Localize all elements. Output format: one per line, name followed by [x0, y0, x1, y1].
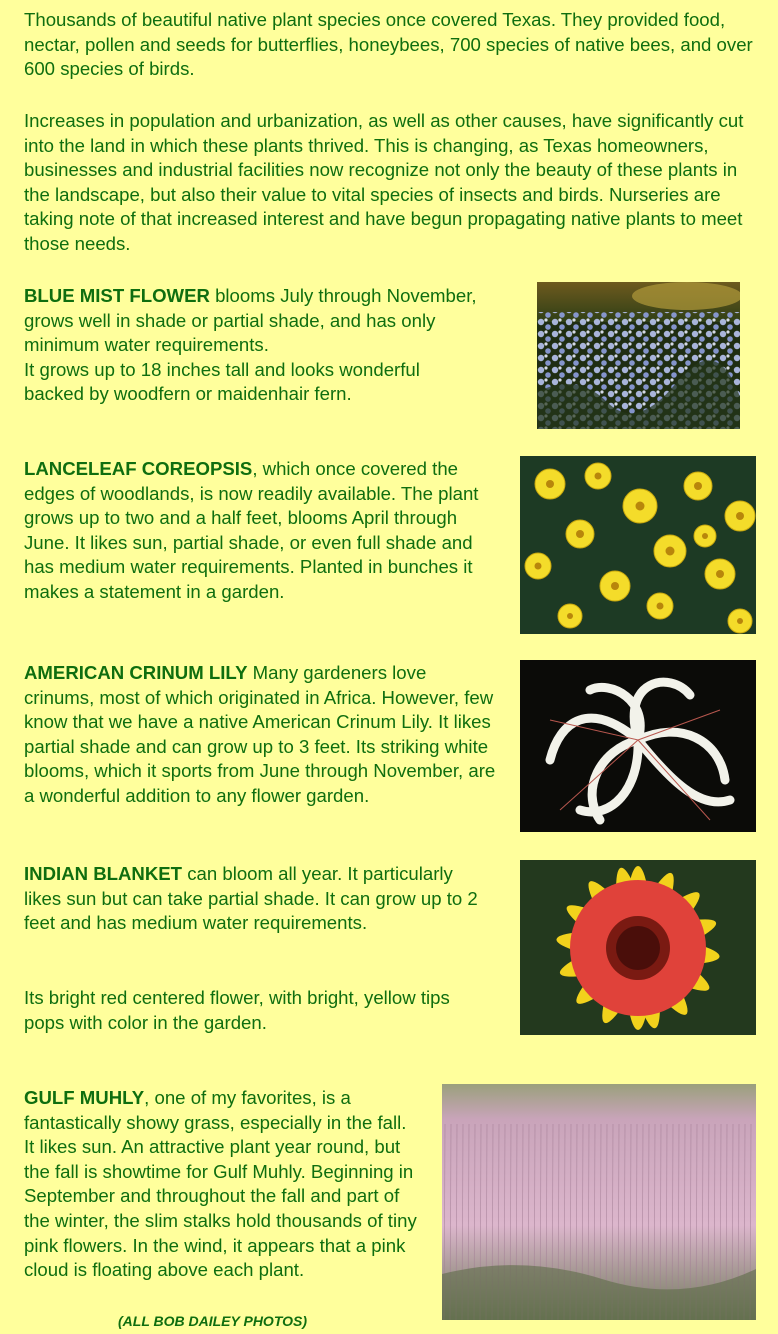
american-crinum-lily-photo — [520, 660, 756, 832]
plant-description-gulf-muhly — [24, 1086, 419, 1283]
plant-text: blooms July through November, grows well in shade or partial shade, and has only minimum water requirements. — [24, 285, 477, 356]
plant-text: Many gardeners love crinums, most of which originated in Africa. However, few know that we have a native American Crinum Lily. It likes partial shade and can grow up to 3 feet. Its striking white blooms, which it sports from June through November, are a wonderful addition to any flower garden. — [24, 662, 496, 806]
plant-description-lanceleaf-coreopsis — [24, 457, 494, 605]
plant-name: GULF MUHLY — [24, 1087, 145, 1108]
plant-text: , one of my favorites, is a fantastically showy grass, especially in the fall. It likes sun. An attractive plant year round, but the fall is showtime for Gulf Muhly. Beginning in September and throughout the fall and part of the winter, the slim stalks hold thousands of tiny pink flowers. In the wind, it appears that a pink cloud is floating above each plant. — [24, 1087, 417, 1281]
plant-name: INDIAN BLANKET — [24, 863, 183, 884]
plant-name: BLUE MIST FLOWER — [24, 285, 210, 306]
lanceleaf-coreopsis-photo — [520, 456, 756, 634]
intro-paragraph-2: Increases in population and urbanization, as well as other causes, have significantly cut into the land in which these plants thrived. This is changing, as Texas homeowners, businesses and industrial facilities now recognize not only the beauty of these plants in the landscape, but also their value to vital species of insects and birds. Nurseries are taking note of that increased interest and have begun propagating native plants to meet those needs. — [24, 110, 744, 254]
plant-description-blue-mist-flower — [24, 284, 484, 407]
intro-paragraph-1: Thousands of beautiful native plant species once covered Texas. They provided food, nectar, pollen and seeds for butterflies, honeybees, 700 species of native bees, and over 600 species of birds. — [24, 9, 753, 80]
indian-blanket-photo — [520, 860, 756, 1035]
plant-text: can bloom all year. It particularly likes sun but can take partial shade. It can grow up to 2 feet and has medium water requirements. — [24, 863, 478, 934]
gulf-muhly-photo — [442, 1084, 756, 1320]
plant-description-indian-blanket — [24, 862, 494, 936]
plant-name: LANCELEAF COREOPSIS — [24, 458, 253, 479]
plant-description-american-crinum-lily — [24, 661, 499, 809]
photo-credit: (ALL BOB DAILEY PHOTOS) — [118, 1313, 308, 1329]
plant-text-continued: It grows up to 18 inches tall and looks wonderful backed by woodfern or maidenhair fern. — [24, 358, 420, 405]
plant-description-indian-blanket-continued: Its bright red centered flower, with bright, yellow tips pops with color in the garden. — [24, 987, 450, 1033]
blue-mist-flower-photo — [537, 282, 740, 429]
plant-name: AMERICAN CRINUM LILY — [24, 662, 248, 683]
plant-text: , which once covered the edges of woodlands, is now readily available. The plant grows up to two and a half feet, blooms April through June. It likes sun, partial shade, or even full shade and has medium water requirements. Planted in bunches it makes a statement in a garden. — [24, 458, 479, 602]
